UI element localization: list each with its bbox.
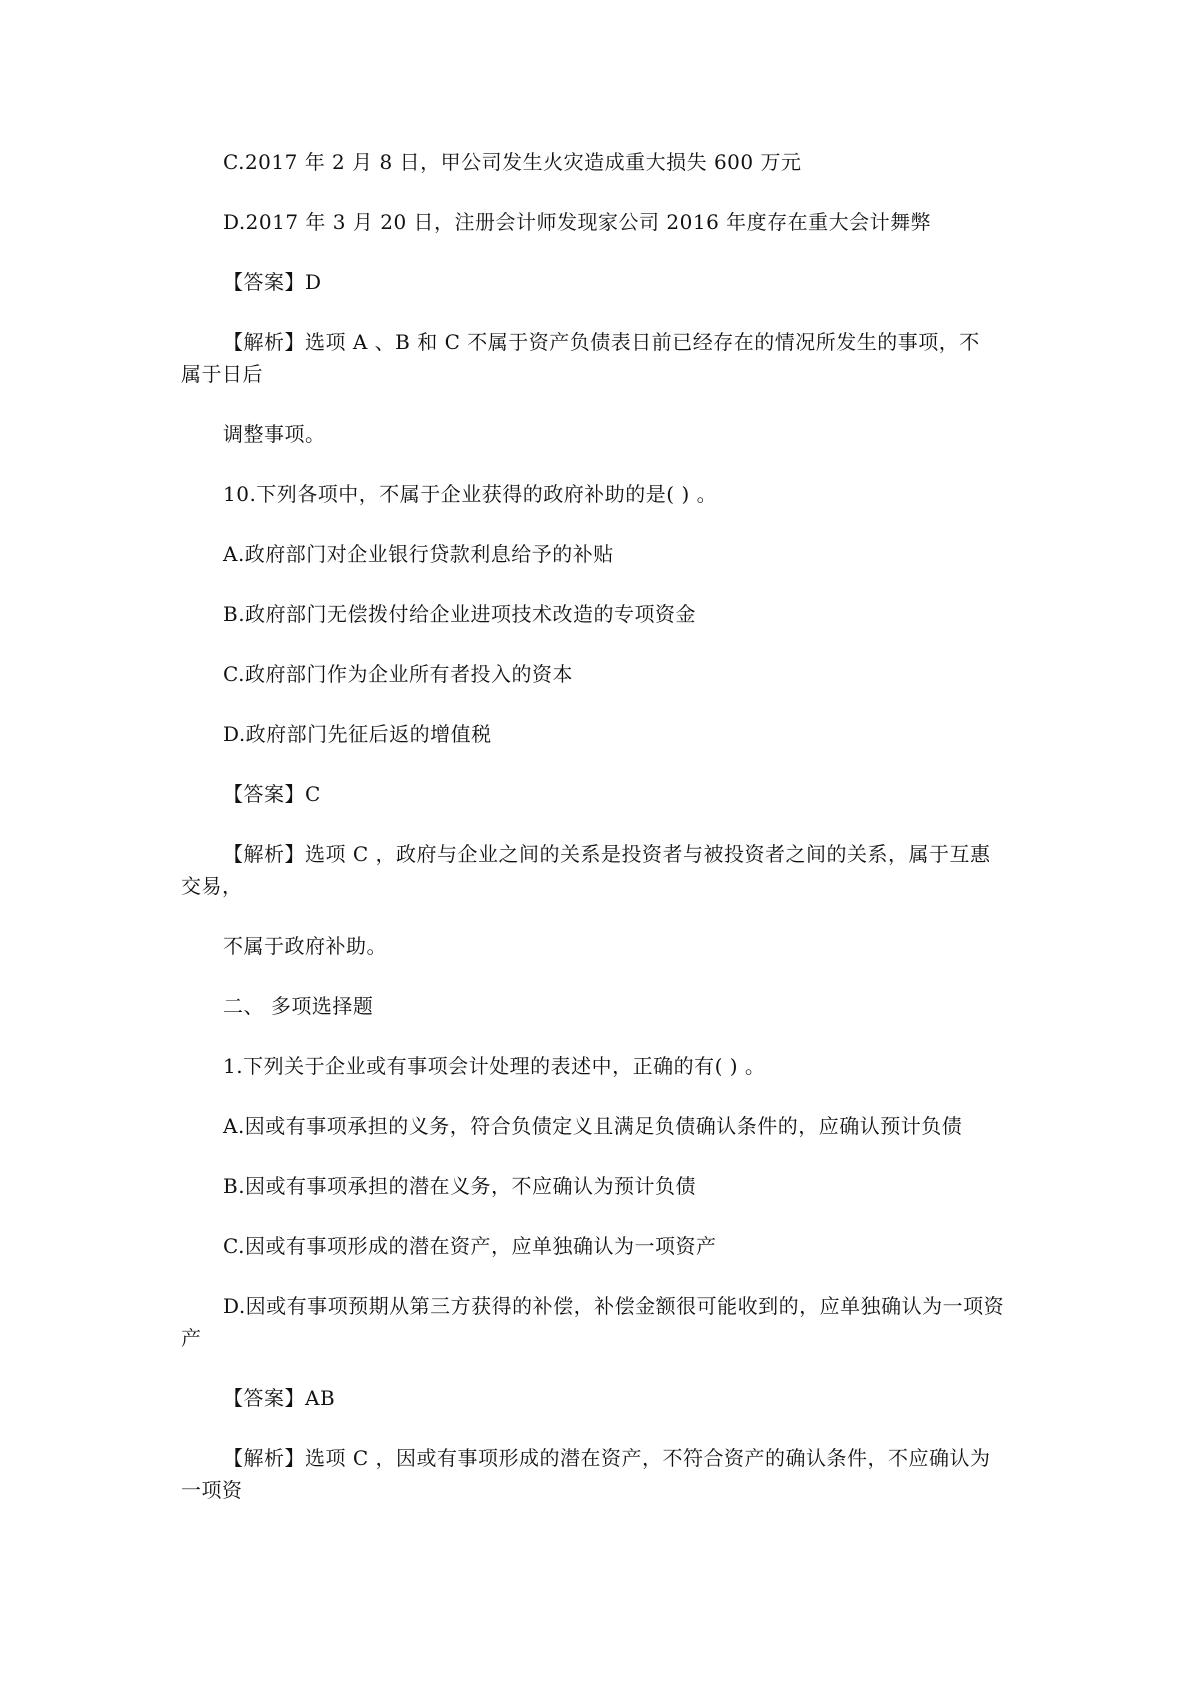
option-d-line: D.因或有事项预期从第三方获得的补偿，补偿金额很可能收到的，应单独确认为一项资 <box>223 1294 1005 1318</box>
option-d-line: D.2017 年 3 月 20 日，注册会计师发现家公司 2016 年度存在重大会计舞弊 <box>223 210 932 234</box>
option-d-continuation: 产 <box>181 1326 202 1350</box>
option-c-line: C.2017 年 2 月 8 日，甲公司发生火灾造成重大损失 600 万元 <box>223 150 802 174</box>
option-a-line: A.政府部门对企业银行贷款利息给予的补贴 <box>223 542 614 566</box>
answer-line: 【答案】AB <box>223 1386 336 1410</box>
option-a-line: A.因或有事项承担的义务，符合负债定义且满足负债确认条件的，应确认预计负债 <box>223 1114 963 1138</box>
question-1: 1.下列关于企业或有事项会计处理的表述中，正确的有( ) 。 <box>223 1054 766 1078</box>
question-10: 10.下列各项中，不属于企业获得的政府补助的是( ) 。 <box>223 482 718 506</box>
option-b-line: B.政府部门无偿拨付给企业进项技术改造的专项资金 <box>223 602 697 626</box>
paragraph-line: 调整事项。 <box>223 422 326 446</box>
analysis-line: 【解析】选项 C ，因或有事项形成的潜在资产，不符合资产的确认条件，不应确认为 <box>223 1446 991 1470</box>
analysis-continuation: 一项资 <box>181 1478 243 1502</box>
option-b-line: B.因或有事项承担的潜在义务，不应确认为预计负债 <box>223 1174 697 1198</box>
analysis-continuation: 交易， <box>181 874 243 898</box>
answer-line: 【答案】D <box>223 270 322 294</box>
analysis-line: 【解析】选项 A 、B 和 C 不属于资产负债表日前已经存在的情况所发生的事项，不 <box>223 330 980 354</box>
option-c-line: C.因或有事项形成的潜在资产，应单独确认为一项资产 <box>223 1234 717 1258</box>
answer-line: 【答案】C <box>223 782 321 806</box>
option-c-line: C.政府部门作为企业所有者投入的资本 <box>223 662 573 686</box>
analysis-continuation: 属于日后 <box>181 362 263 386</box>
analysis-line: 【解析】选项 C ，政府与企业之间的关系是投资者与被投资者之间的关系，属于互惠 <box>223 842 991 866</box>
section-heading: 二、 多项选择题 <box>223 994 374 1018</box>
paragraph-line: 不属于政府补助。 <box>223 934 387 958</box>
option-d-line: D.政府部门先征后返的增值税 <box>223 722 492 746</box>
